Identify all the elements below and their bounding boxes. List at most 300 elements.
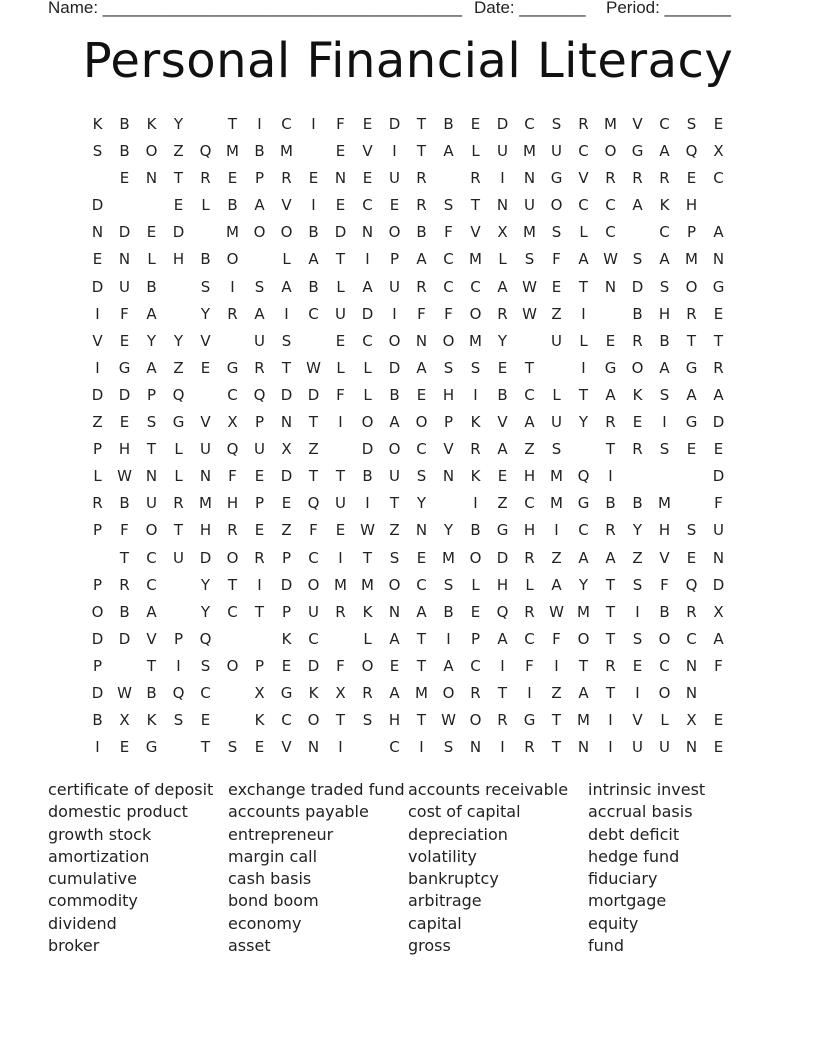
grid-letter[interactable]: D bbox=[712, 413, 725, 432]
grid-letter[interactable]: A bbox=[416, 602, 427, 621]
grid-letter[interactable]: N bbox=[442, 467, 455, 486]
grid-letter[interactable]: V bbox=[362, 142, 373, 161]
grid-letter[interactable]: T bbox=[578, 385, 589, 404]
grid-letter[interactable]: T bbox=[578, 277, 589, 296]
grid-letter[interactable]: E bbox=[686, 169, 697, 188]
grid-letter[interactable]: K bbox=[92, 115, 103, 133]
grid-letter[interactable]: X bbox=[497, 223, 508, 242]
grid-letter[interactable]: L bbox=[201, 196, 210, 215]
grid-letter[interactable]: T bbox=[605, 683, 616, 702]
grid-letter[interactable]: T bbox=[335, 250, 346, 269]
grid-letter[interactable]: C bbox=[470, 277, 481, 296]
grid-letter[interactable]: U bbox=[659, 738, 670, 757]
grid-letter[interactable]: P bbox=[92, 521, 103, 540]
grid-letter[interactable]: M bbox=[523, 223, 536, 242]
grid-letter[interactable]: K bbox=[308, 683, 319, 702]
period-field[interactable]: Period: _______ bbox=[606, 0, 731, 17]
grid-letter[interactable]: I bbox=[581, 304, 586, 323]
grid-letter[interactable]: B bbox=[443, 115, 454, 133]
grid-letter[interactable]: L bbox=[336, 277, 345, 296]
grid-letter[interactable]: D bbox=[388, 115, 401, 133]
grid-letter[interactable]: T bbox=[605, 629, 616, 648]
grid-letter[interactable]: U bbox=[335, 304, 346, 323]
grid-letter[interactable]: K bbox=[470, 413, 481, 432]
grid-letter[interactable]: G bbox=[685, 413, 698, 432]
grid-letter[interactable]: A bbox=[578, 548, 589, 567]
grid-letter[interactable]: E bbox=[470, 115, 481, 133]
grid-letter[interactable]: T bbox=[713, 331, 724, 350]
grid-letter[interactable]: C bbox=[686, 629, 697, 648]
grid-letter[interactable]: Q bbox=[685, 142, 698, 161]
grid-letter[interactable]: F bbox=[444, 223, 453, 242]
grid-letter[interactable]: R bbox=[632, 331, 643, 350]
grid-letter[interactable]: U bbox=[146, 494, 157, 513]
grid-letter[interactable]: C bbox=[470, 656, 481, 675]
grid-letter[interactable]: E bbox=[470, 602, 481, 621]
grid-letter[interactable]: K bbox=[146, 115, 157, 133]
grid-letter[interactable]: A bbox=[443, 656, 454, 675]
grid-letter[interactable]: K bbox=[362, 602, 373, 621]
grid-letter[interactable]: B bbox=[146, 277, 157, 296]
grid-letter[interactable]: E bbox=[335, 331, 346, 350]
grid-letter[interactable]: T bbox=[227, 575, 238, 594]
grid-letter[interactable] bbox=[165, 301, 192, 328]
grid-letter[interactable]: O bbox=[469, 548, 482, 567]
grid-letter[interactable]: G bbox=[550, 169, 563, 188]
word-search-grid[interactable] bbox=[84, 111, 732, 761]
grid-letter[interactable]: T bbox=[200, 738, 211, 757]
grid-letter[interactable]: B bbox=[254, 142, 265, 161]
grid-letter[interactable]: G bbox=[172, 413, 185, 432]
grid-letter[interactable]: S bbox=[686, 115, 697, 133]
grid-letter[interactable]: I bbox=[635, 683, 640, 702]
grid-letter[interactable]: M bbox=[442, 548, 455, 567]
grid-letter[interactable]: B bbox=[146, 683, 157, 702]
grid-letter[interactable]: A bbox=[578, 250, 589, 269]
grid-letter[interactable]: Q bbox=[172, 683, 185, 702]
grid-letter[interactable] bbox=[192, 382, 219, 409]
grid-letter[interactable]: O bbox=[226, 656, 239, 675]
grid-letter[interactable]: S bbox=[92, 142, 103, 161]
grid-letter[interactable]: I bbox=[608, 711, 613, 730]
grid-letter[interactable]: F bbox=[714, 494, 723, 513]
grid-letter[interactable]: S bbox=[227, 738, 238, 757]
grid-letter[interactable]: I bbox=[473, 385, 478, 404]
grid-letter[interactable]: I bbox=[95, 358, 100, 377]
grid-letter[interactable]: R bbox=[119, 575, 130, 594]
grid-letter[interactable]: O bbox=[604, 142, 617, 161]
grid-letter[interactable]: O bbox=[685, 277, 698, 296]
grid-letter[interactable]: Q bbox=[199, 629, 212, 648]
grid-letter[interactable]: P bbox=[92, 440, 103, 459]
grid-letter[interactable]: B bbox=[632, 494, 643, 513]
grid-letter[interactable]: N bbox=[145, 169, 158, 188]
grid-letter[interactable] bbox=[111, 653, 138, 680]
grid-letter[interactable]: T bbox=[362, 548, 373, 567]
grid-letter[interactable]: B bbox=[119, 494, 130, 513]
grid-letter[interactable]: O bbox=[388, 223, 401, 242]
name-field[interactable]: Name: ______________________________________ bbox=[48, 0, 463, 17]
grid-letter[interactable]: U bbox=[389, 169, 400, 188]
grid-letter[interactable]: M bbox=[685, 250, 698, 269]
grid-letter[interactable]: I bbox=[662, 413, 667, 432]
grid-letter[interactable]: D bbox=[631, 277, 644, 296]
grid-letter[interactable]: L bbox=[363, 385, 372, 404]
grid-letter[interactable]: O bbox=[307, 711, 320, 730]
grid-letter[interactable] bbox=[300, 138, 327, 165]
grid-letter[interactable]: H bbox=[199, 521, 212, 540]
grid-letter[interactable]: I bbox=[554, 656, 559, 675]
grid-letter[interactable]: D bbox=[307, 656, 320, 675]
grid-letter[interactable]: U bbox=[173, 548, 184, 567]
grid-letter[interactable]: O bbox=[469, 304, 482, 323]
grid-letter[interactable]: A bbox=[389, 629, 400, 648]
grid-letter[interactable]: Q bbox=[199, 142, 212, 161]
grid-letter[interactable]: Q bbox=[172, 385, 185, 404]
grid-letter[interactable]: I bbox=[446, 629, 451, 648]
grid-letter[interactable]: C bbox=[362, 331, 373, 350]
grid-letter[interactable]: Z bbox=[173, 358, 184, 377]
grid-letter[interactable]: M bbox=[523, 142, 536, 161]
grid-letter[interactable]: A bbox=[713, 223, 724, 242]
grid-letter[interactable]: U bbox=[497, 142, 508, 161]
grid-letter[interactable] bbox=[705, 680, 732, 707]
grid-letter[interactable]: E bbox=[416, 385, 427, 404]
grid-letter[interactable]: P bbox=[470, 629, 481, 648]
grid-letter[interactable]: Z bbox=[551, 304, 562, 323]
grid-letter[interactable]: A bbox=[146, 358, 157, 377]
grid-letter[interactable]: L bbox=[660, 711, 669, 730]
grid-letter[interactable]: U bbox=[551, 331, 562, 350]
grid-letter[interactable]: R bbox=[92, 494, 103, 513]
grid-letter[interactable]: T bbox=[524, 358, 535, 377]
grid-letter[interactable]: W bbox=[522, 304, 537, 323]
grid-letter[interactable]: W bbox=[306, 358, 321, 377]
grid-letter[interactable]: Z bbox=[92, 413, 103, 432]
grid-letter[interactable]: H bbox=[226, 494, 239, 513]
grid-letter[interactable]: D bbox=[712, 575, 725, 594]
grid-letter[interactable] bbox=[327, 626, 354, 653]
grid-letter[interactable]: T bbox=[605, 440, 616, 459]
grid-letter[interactable]: S bbox=[281, 331, 292, 350]
grid-letter[interactable]: T bbox=[416, 629, 427, 648]
grid-letter[interactable]: S bbox=[416, 467, 427, 486]
grid-letter[interactable]: L bbox=[552, 385, 561, 404]
grid-letter[interactable]: E bbox=[713, 738, 724, 757]
grid-letter[interactable]: Q bbox=[253, 385, 266, 404]
grid-letter[interactable]: Q bbox=[496, 602, 509, 621]
grid-letter[interactable]: I bbox=[311, 196, 316, 215]
grid-letter[interactable]: R bbox=[659, 169, 670, 188]
grid-letter[interactable]: R bbox=[416, 196, 427, 215]
grid-letter[interactable]: N bbox=[91, 223, 104, 242]
grid-letter[interactable] bbox=[165, 599, 192, 626]
grid-letter[interactable]: R bbox=[254, 548, 265, 567]
grid-letter[interactable]: S bbox=[362, 711, 373, 730]
grid-letter[interactable]: C bbox=[578, 142, 589, 161]
grid-letter[interactable]: C bbox=[713, 169, 724, 188]
grid-letter[interactable]: D bbox=[91, 277, 104, 296]
grid-letter[interactable]: W bbox=[117, 683, 132, 702]
grid-letter[interactable]: H bbox=[523, 467, 536, 486]
grid-letter[interactable]: M bbox=[577, 711, 590, 730]
grid-letter[interactable]: E bbox=[335, 196, 346, 215]
grid-letter[interactable] bbox=[354, 734, 381, 761]
grid-letter[interactable]: P bbox=[254, 656, 265, 675]
grid-letter[interactable]: I bbox=[338, 413, 343, 432]
grid-letter[interactable]: B bbox=[227, 196, 238, 215]
grid-letter[interactable]: E bbox=[686, 440, 697, 459]
grid-letter[interactable]: B bbox=[308, 277, 319, 296]
grid-letter[interactable]: P bbox=[92, 575, 103, 594]
grid-letter[interactable]: E bbox=[200, 711, 211, 730]
grid-letter[interactable]: W bbox=[522, 277, 537, 296]
grid-letter[interactable]: L bbox=[174, 440, 183, 459]
grid-letter[interactable]: F bbox=[309, 521, 318, 540]
grid-letter[interactable]: I bbox=[419, 738, 424, 757]
grid-letter[interactable]: N bbox=[280, 413, 293, 432]
grid-letter[interactable]: V bbox=[470, 223, 481, 242]
grid-letter[interactable]: A bbox=[281, 277, 292, 296]
grid-letter[interactable]: E bbox=[119, 738, 130, 757]
grid-letter[interactable] bbox=[678, 463, 705, 490]
grid-letter[interactable]: R bbox=[605, 521, 616, 540]
grid-letter[interactable]: Y bbox=[173, 331, 184, 350]
grid-letter[interactable]: T bbox=[389, 494, 400, 513]
grid-letter[interactable]: X bbox=[119, 711, 130, 730]
grid-letter[interactable]: H bbox=[658, 304, 671, 323]
grid-letter[interactable]: C bbox=[362, 196, 373, 215]
grid-letter[interactable]: I bbox=[581, 358, 586, 377]
grid-letter[interactable]: A bbox=[497, 629, 508, 648]
grid-letter[interactable] bbox=[192, 111, 219, 138]
grid-letter[interactable]: A bbox=[713, 629, 724, 648]
grid-letter[interactable]: C bbox=[281, 115, 292, 133]
grid-letter[interactable]: G bbox=[685, 358, 698, 377]
grid-letter[interactable]: R bbox=[605, 656, 616, 675]
grid-letter[interactable]: D bbox=[118, 629, 131, 648]
grid-letter[interactable]: H bbox=[523, 521, 536, 540]
grid-letter[interactable]: I bbox=[608, 467, 613, 486]
grid-letter[interactable] bbox=[165, 572, 192, 599]
grid-letter[interactable]: S bbox=[389, 548, 400, 567]
grid-letter[interactable]: D bbox=[496, 548, 509, 567]
grid-letter[interactable]: L bbox=[282, 250, 291, 269]
grid-letter[interactable]: G bbox=[145, 738, 158, 757]
grid-letter[interactable]: V bbox=[92, 331, 103, 350]
grid-letter[interactable]: E bbox=[281, 656, 292, 675]
grid-letter[interactable]: M bbox=[550, 467, 563, 486]
grid-letter[interactable]: S bbox=[632, 575, 643, 594]
grid-letter[interactable]: O bbox=[442, 683, 455, 702]
grid-letter[interactable]: O bbox=[145, 142, 158, 161]
grid-letter[interactable]: M bbox=[334, 575, 347, 594]
grid-letter[interactable]: R bbox=[524, 602, 535, 621]
grid-letter[interactable]: R bbox=[605, 169, 616, 188]
grid-letter[interactable]: O bbox=[442, 331, 455, 350]
grid-letter[interactable]: S bbox=[551, 440, 562, 459]
grid-letter[interactable] bbox=[192, 219, 219, 246]
grid-letter[interactable]: D bbox=[334, 223, 347, 242]
grid-letter[interactable]: Y bbox=[200, 304, 211, 323]
grid-letter[interactable]: I bbox=[284, 304, 289, 323]
grid-letter[interactable] bbox=[246, 626, 273, 653]
grid-letter[interactable]: R bbox=[362, 683, 373, 702]
grid-letter[interactable]: A bbox=[389, 683, 400, 702]
grid-letter[interactable]: N bbox=[523, 169, 536, 188]
grid-letter[interactable]: U bbox=[551, 142, 562, 161]
grid-letter[interactable]: I bbox=[338, 738, 343, 757]
grid-letter[interactable]: P bbox=[281, 548, 292, 567]
grid-letter[interactable]: R bbox=[281, 169, 292, 188]
grid-letter[interactable]: N bbox=[496, 196, 509, 215]
grid-letter[interactable]: N bbox=[685, 656, 698, 675]
grid-letter[interactable]: C bbox=[227, 602, 238, 621]
grid-letter[interactable]: B bbox=[497, 385, 508, 404]
grid-letter[interactable]: G bbox=[496, 521, 509, 540]
grid-letter[interactable] bbox=[435, 165, 462, 192]
grid-letter[interactable]: S bbox=[524, 250, 535, 269]
grid-letter[interactable]: I bbox=[500, 738, 505, 757]
grid-letter[interactable] bbox=[84, 545, 111, 572]
grid-letter[interactable]: Y bbox=[200, 575, 211, 594]
grid-letter[interactable]: V bbox=[659, 548, 670, 567]
grid-letter[interactable]: E bbox=[227, 169, 238, 188]
grid-letter[interactable]: M bbox=[604, 115, 617, 133]
grid-letter[interactable] bbox=[543, 355, 570, 382]
grid-letter[interactable]: C bbox=[389, 738, 400, 757]
grid-letter[interactable]: R bbox=[686, 602, 697, 621]
grid-letter[interactable]: A bbox=[686, 385, 697, 404]
grid-letter[interactable]: G bbox=[712, 277, 725, 296]
grid-letter[interactable]: H bbox=[388, 711, 401, 730]
grid-letter[interactable] bbox=[84, 165, 111, 192]
grid-letter[interactable]: Z bbox=[308, 440, 319, 459]
grid-letter[interactable]: U bbox=[632, 738, 643, 757]
grid-letter[interactable]: A bbox=[146, 602, 157, 621]
grid-letter[interactable]: M bbox=[361, 575, 374, 594]
grid-letter[interactable]: S bbox=[173, 711, 184, 730]
grid-letter[interactable]: T bbox=[308, 413, 319, 432]
grid-letter[interactable]: N bbox=[415, 331, 428, 350]
grid-letter[interactable]: T bbox=[416, 115, 427, 133]
grid-letter[interactable] bbox=[624, 219, 651, 246]
grid-letter[interactable]: B bbox=[119, 602, 130, 621]
grid-letter[interactable]: B bbox=[389, 385, 400, 404]
grid-letter[interactable]: B bbox=[119, 115, 130, 133]
grid-letter[interactable]: E bbox=[551, 277, 562, 296]
grid-letter[interactable]: G bbox=[226, 358, 239, 377]
grid-letter[interactable]: T bbox=[605, 602, 616, 621]
grid-letter[interactable]: O bbox=[550, 196, 563, 215]
grid-letter[interactable]: A bbox=[254, 304, 265, 323]
grid-letter[interactable]: E bbox=[119, 413, 130, 432]
grid-letter[interactable]: N bbox=[361, 223, 374, 242]
grid-letter[interactable]: T bbox=[416, 656, 427, 675]
grid-letter[interactable]: P bbox=[92, 656, 103, 675]
grid-letter[interactable]: E bbox=[308, 169, 319, 188]
grid-letter[interactable]: R bbox=[686, 304, 697, 323]
grid-letter[interactable]: D bbox=[361, 304, 374, 323]
grid-letter[interactable]: V bbox=[632, 115, 643, 133]
grid-letter[interactable] bbox=[219, 328, 246, 355]
grid-letter[interactable]: C bbox=[659, 656, 670, 675]
grid-letter[interactable]: S bbox=[632, 629, 643, 648]
grid-letter[interactable]: Z bbox=[281, 521, 292, 540]
grid-letter[interactable]: V bbox=[200, 331, 211, 350]
grid-letter[interactable]: R bbox=[254, 358, 265, 377]
grid-letter[interactable]: I bbox=[365, 494, 370, 513]
grid-letter[interactable]: L bbox=[363, 358, 372, 377]
grid-letter[interactable]: S bbox=[551, 115, 562, 133]
grid-letter[interactable]: D bbox=[91, 683, 104, 702]
grid-letter[interactable]: I bbox=[95, 304, 100, 323]
grid-letter[interactable]: L bbox=[93, 467, 102, 486]
grid-letter[interactable]: U bbox=[200, 440, 211, 459]
grid-letter[interactable]: N bbox=[145, 467, 158, 486]
grid-letter[interactable]: B bbox=[659, 602, 670, 621]
grid-letter[interactable]: R bbox=[524, 548, 535, 567]
grid-letter[interactable]: V bbox=[443, 440, 454, 459]
grid-letter[interactable]: Y bbox=[578, 575, 589, 594]
grid-letter[interactable]: E bbox=[497, 467, 508, 486]
grid-letter[interactable] bbox=[138, 192, 165, 219]
grid-letter[interactable]: R bbox=[632, 169, 643, 188]
grid-letter[interactable]: C bbox=[200, 683, 211, 702]
grid-letter[interactable]: V bbox=[578, 169, 589, 188]
grid-letter[interactable]: T bbox=[173, 169, 184, 188]
grid-letter[interactable]: I bbox=[257, 575, 262, 594]
grid-letter[interactable]: R bbox=[497, 304, 508, 323]
grid-letter[interactable]: M bbox=[469, 250, 482, 269]
grid-letter[interactable]: C bbox=[416, 440, 427, 459]
grid-letter[interactable]: B bbox=[470, 521, 481, 540]
grid-letter[interactable]: U bbox=[119, 277, 130, 296]
grid-letter[interactable]: A bbox=[659, 142, 670, 161]
grid-letter[interactable]: S bbox=[443, 575, 454, 594]
grid-letter[interactable]: U bbox=[254, 331, 265, 350]
grid-letter[interactable]: M bbox=[280, 142, 293, 161]
grid-letter[interactable]: C bbox=[443, 277, 454, 296]
grid-letter[interactable]: X bbox=[686, 711, 697, 730]
grid-letter[interactable]: A bbox=[551, 575, 562, 594]
grid-letter[interactable]: I bbox=[500, 169, 505, 188]
grid-letter[interactable]: U bbox=[551, 413, 562, 432]
grid-letter[interactable]: O bbox=[145, 521, 158, 540]
grid-letter[interactable]: I bbox=[392, 142, 397, 161]
grid-letter[interactable]: A bbox=[524, 413, 535, 432]
grid-letter[interactable]: V bbox=[281, 196, 292, 215]
grid-letter[interactable]: L bbox=[471, 575, 480, 594]
grid-letter[interactable]: A bbox=[389, 413, 400, 432]
grid-letter[interactable]: X bbox=[713, 602, 724, 621]
grid-letter[interactable]: E bbox=[632, 413, 643, 432]
grid-letter[interactable]: E bbox=[713, 304, 724, 323]
grid-letter[interactable]: R bbox=[713, 358, 724, 377]
grid-letter[interactable] bbox=[516, 328, 543, 355]
grid-letter[interactable]: S bbox=[686, 521, 697, 540]
grid-letter[interactable]: R bbox=[173, 494, 184, 513]
grid-letter[interactable]: A bbox=[713, 385, 724, 404]
grid-letter[interactable]: T bbox=[173, 521, 184, 540]
grid-letter[interactable]: E bbox=[119, 331, 130, 350]
grid-letter[interactable]: F bbox=[120, 304, 129, 323]
grid-letter[interactable]: W bbox=[117, 467, 132, 486]
grid-letter[interactable]: A bbox=[146, 304, 157, 323]
grid-letter[interactable]: D bbox=[172, 223, 185, 242]
grid-letter[interactable]: V bbox=[146, 629, 157, 648]
grid-letter[interactable]: Q bbox=[226, 440, 239, 459]
